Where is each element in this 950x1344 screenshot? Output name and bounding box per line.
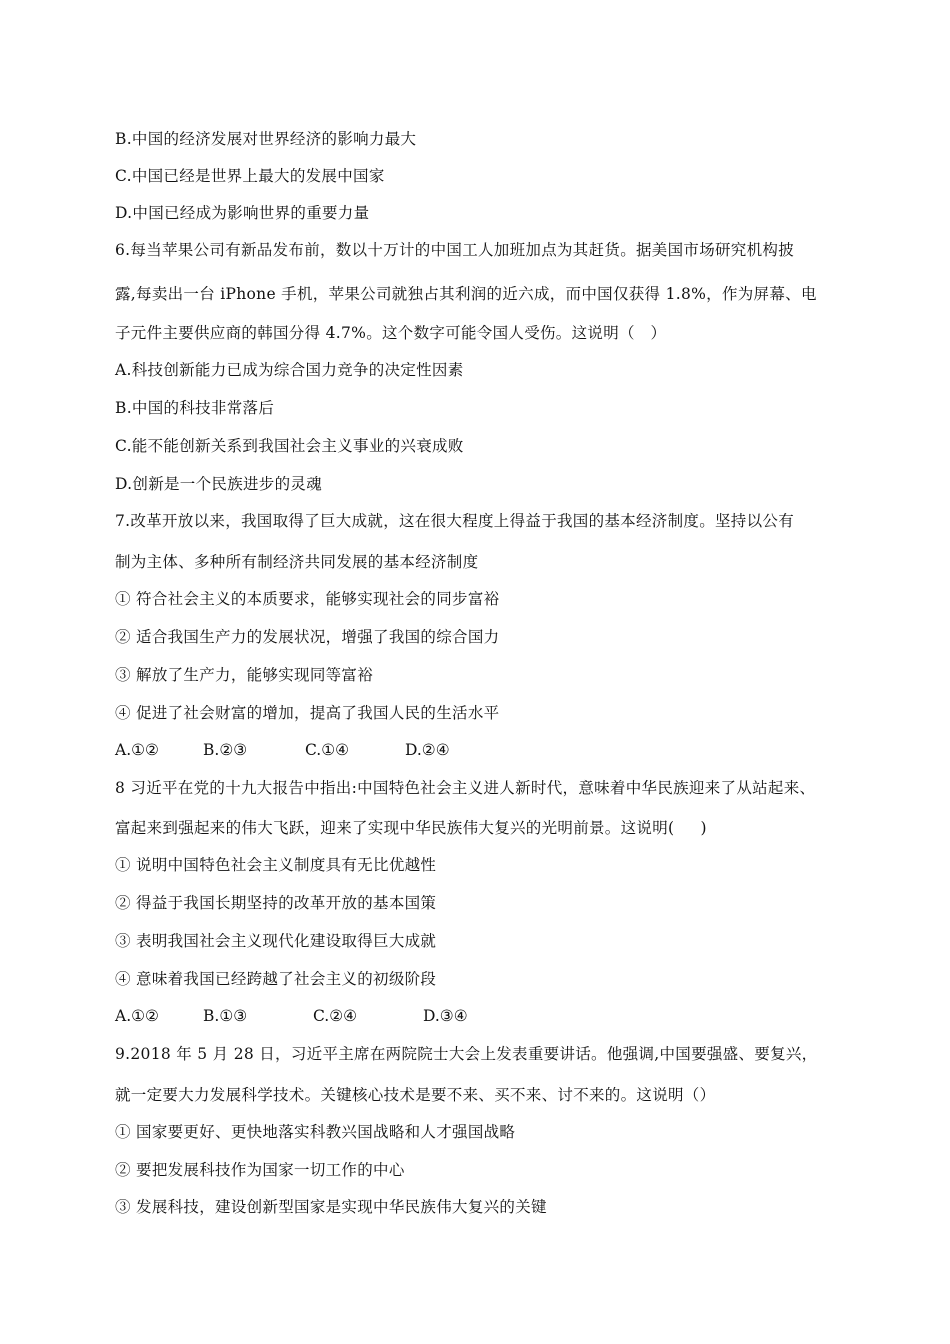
q8-option-c: C.②④: [313, 1007, 358, 1025]
q9-stem-line-1: 9.2018 年 5 月 28 日，习近平主席在两院院士大会上发表重要讲话。他强调,中国要强盛、要复兴，: [115, 1045, 818, 1063]
q8-stem-line-1: 8 习近平在党的十九大报告中指出:中国特色社会主义进人新时代，意味着中华民族迎来了从站起来、: [115, 779, 816, 797]
q7-option-b: B.②③: [203, 741, 248, 759]
q7-statement-4: ④ 促进了社会财富的增加，提高了我国人民的生活水平: [115, 704, 500, 722]
q5-option-d: D.中国已经成为影响世界的重要力量: [115, 204, 370, 222]
q6-option-a: A.科技创新能力已成为综合国力竞争的决定性因素: [115, 361, 464, 379]
q9-statement-3: ③ 发展科技，建设创新型国家是实现中华民族伟大复兴的关键: [115, 1198, 547, 1216]
q8-option-d: D.③④: [423, 1007, 468, 1025]
q7-option-c: C.①④: [305, 741, 350, 759]
q6-stem-line-2: 露,每卖出一台 iPhone 手机，苹果公司就独占其利润的近六成，而中国仅获得 1.8%，作为屏幕、电: [115, 285, 817, 303]
q6-option-c: C.能不能创新关系到我国社会主义事业的兴衰成败: [115, 437, 464, 455]
q6-option-b: B.中国的科技非常落后: [115, 399, 275, 417]
q9-statement-2: ② 要把发展科技作为国家一切工作的中心: [115, 1161, 405, 1179]
q9-stem-line-2: 就一定要大力发展科学技术。关键核心技术是要不来、买不来、讨不来的。这说明（）: [115, 1086, 716, 1104]
q8-statement-3: ③ 表明我国社会主义现代化建设取得巨大成就: [115, 932, 437, 950]
q7-statement-2: ② 适合我国生产力的发展状况，增强了我国的综合国力: [115, 628, 500, 646]
q7-statement-3: ③ 解放了生产力，能够实现同等富裕: [115, 666, 374, 684]
q8-statement-2: ② 得益于我国长期坚持的改革开放的基本国策: [115, 894, 437, 912]
q6-stem-line-1: 6.每当苹果公司有新品发布前，数以十万计的中国工人加班加点为其赶货。据美国市场研究机构披: [115, 241, 794, 259]
q5-option-b: B.中国的经济发展对世界经济的影响力最大: [115, 130, 417, 148]
q5-option-c: C.中国已经是世界上最大的发展中国家: [115, 167, 385, 185]
q7-stem-line-2: 制为主体、多种所有制经济共同发展的基本经济制度: [115, 553, 479, 571]
q8-statement-1: ① 说明中国特色社会主义制度具有无比优越性: [115, 856, 437, 874]
q8-stem-line-2: 富起来到强起来的伟大飞跃，迎来了实现中华民族伟大复兴的光明前景。这说明( ): [115, 819, 707, 837]
q7-statement-1: ① 符合社会主义的本质要求，能够实现社会的同步富裕: [115, 590, 500, 608]
q7-stem-line-1: 7.改革开放以来，我国取得了巨大成就，这在很大程度上得益于我国的基本经济制度。坚持以公有: [115, 512, 794, 530]
q7-option-a: A.①②: [115, 741, 159, 759]
q8-statement-4: ④ 意味着我国已经跨越了社会主义的初级阶段: [115, 970, 437, 988]
q8-option-b: B.①③: [203, 1007, 248, 1025]
q6-option-d: D.创新是一个民族进步的灵魂: [115, 475, 323, 493]
q6-stem-line-3: 子元件主要供应商的韩国分得 4.7%。这个数字可能令国人受伤。这说明（ ）: [115, 324, 667, 342]
q9-statement-1: ① 国家要更好、更快地落实科教兴国战略和人才强国战略: [115, 1123, 516, 1141]
q7-option-d: D.②④: [405, 741, 450, 759]
q8-option-a: A.①②: [115, 1007, 159, 1025]
